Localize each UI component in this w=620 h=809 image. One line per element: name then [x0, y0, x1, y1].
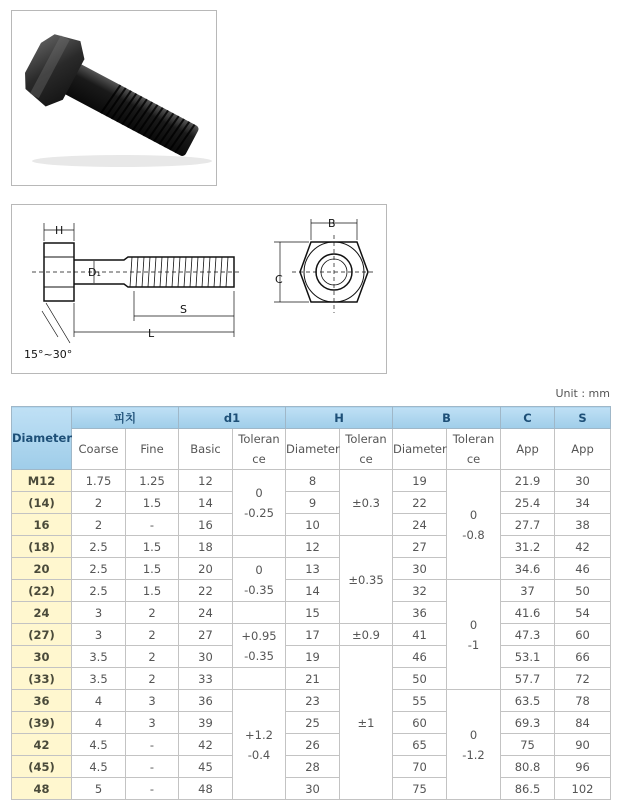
- subheader-c-app: App: [501, 429, 555, 470]
- cell-s-app: 60: [555, 624, 611, 646]
- cell-s-app: 72: [555, 668, 611, 690]
- cell-diameter: (45): [12, 756, 72, 778]
- unit-label: Unit : mm: [555, 387, 610, 400]
- cell-diameter: 16: [12, 514, 72, 536]
- cell-coarse: 2.5: [72, 558, 126, 580]
- cell-diameter: 42: [12, 734, 72, 756]
- cell-fine: 3: [126, 690, 179, 712]
- cell-coarse: 3.5: [72, 646, 126, 668]
- cell-b-diameter: 32: [393, 580, 447, 602]
- label-h: H: [55, 224, 64, 237]
- cell-d1-basic: 14: [179, 492, 233, 514]
- cell-s-app: 38: [555, 514, 611, 536]
- cell-b-tolerance: 0 -0.8: [447, 470, 501, 580]
- cell-b-diameter: 70: [393, 756, 447, 778]
- cell-s-app: 96: [555, 756, 611, 778]
- cell-b-tolerance: 0 -1: [447, 580, 501, 690]
- label-l: L: [148, 327, 155, 340]
- cell-h-diameter: 8: [286, 470, 340, 492]
- cell-h-diameter: 15: [286, 602, 340, 624]
- cell-h-diameter: 9: [286, 492, 340, 514]
- cell-d1-basic: 30: [179, 646, 233, 668]
- cell-s-app: 30: [555, 470, 611, 492]
- cell-diameter: (22): [12, 580, 72, 602]
- cell-diameter: (27): [12, 624, 72, 646]
- cell-h-diameter: 13: [286, 558, 340, 580]
- cell-b-diameter: 46: [393, 646, 447, 668]
- cell-d1-basic: 45: [179, 756, 233, 778]
- cell-b-diameter: 22: [393, 492, 447, 514]
- cell-c-app: 31.2: [501, 536, 555, 558]
- cell-d1-basic: 39: [179, 712, 233, 734]
- table-row: [12, 756, 611, 778]
- cell-h-tolerance: ±0.3: [340, 470, 393, 536]
- cell-b-diameter: 50: [393, 668, 447, 690]
- cell-s-app: 84: [555, 712, 611, 734]
- cell-h-diameter: 25: [286, 712, 340, 734]
- label-s: S: [180, 303, 187, 316]
- cell-c-app: 27.7: [501, 514, 555, 536]
- subheader-fine: Fine: [126, 429, 179, 470]
- cell-fine: 1.5: [126, 492, 179, 514]
- cell-h-tolerance: ±0.35: [340, 536, 393, 624]
- cell-d1-basic: 24: [179, 602, 233, 624]
- subheader-coarse: Coarse: [72, 429, 126, 470]
- cell-d1-basic: 36: [179, 690, 233, 712]
- subheader-s-app: App: [555, 429, 611, 470]
- cell-b-diameter: 27: [393, 536, 447, 558]
- cell-c-app: 25.4: [501, 492, 555, 514]
- cell-h-diameter: 19: [286, 646, 340, 668]
- cell-diameter: 48: [12, 778, 72, 800]
- cell-diameter: M12: [12, 470, 72, 492]
- cell-s-app: 34: [555, 492, 611, 514]
- cell-c-app: 34.6: [501, 558, 555, 580]
- cell-h-diameter: 21: [286, 668, 340, 690]
- header-h: H: [286, 407, 393, 429]
- cell-diameter: (39): [12, 712, 72, 734]
- cell-coarse: 4.5: [72, 756, 126, 778]
- subheader-b-diameter: Diameter: [393, 429, 447, 470]
- spec-table-body: [12, 470, 611, 800]
- cell-c-app: 57.7: [501, 668, 555, 690]
- cell-s-app: 46: [555, 558, 611, 580]
- cell-coarse: 3: [72, 624, 126, 646]
- cell-c-app: 37: [501, 580, 555, 602]
- cell-diameter: 36: [12, 690, 72, 712]
- table-row: [12, 514, 611, 536]
- cell-c-app: 21.9: [501, 470, 555, 492]
- table-row: [12, 624, 611, 646]
- cell-fine: -: [126, 734, 179, 756]
- table-row: [12, 734, 611, 756]
- cell-d1-basic: 22: [179, 580, 233, 602]
- cell-diameter: (14): [12, 492, 72, 514]
- cell-d1-basic: 20: [179, 558, 233, 580]
- cell-h-diameter: 12: [286, 536, 340, 558]
- table-row: [12, 470, 611, 492]
- cell-c-app: 69.3: [501, 712, 555, 734]
- table-row: [12, 580, 611, 602]
- cell-c-app: 53.1: [501, 646, 555, 668]
- cell-fine: -: [126, 756, 179, 778]
- table-row: [12, 690, 611, 712]
- cell-coarse: 2: [72, 492, 126, 514]
- cell-d1-tolerance: [233, 602, 286, 624]
- header-c: C: [501, 407, 555, 429]
- cell-c-app: 80.8: [501, 756, 555, 778]
- table-row: [12, 668, 611, 690]
- table-row: [12, 536, 611, 558]
- cell-fine: 1.25: [126, 470, 179, 492]
- label-d1: D₁: [88, 266, 101, 279]
- cell-d1-basic: 16: [179, 514, 233, 536]
- cell-d1-basic: 33: [179, 668, 233, 690]
- header-b: B: [393, 407, 501, 429]
- cell-fine: -: [126, 514, 179, 536]
- subheader-basic: Basic: [179, 429, 233, 470]
- table-row: [12, 778, 611, 800]
- header-pitch: 피치: [72, 407, 179, 429]
- cell-diameter: 24: [12, 602, 72, 624]
- header-d1: d1: [179, 407, 286, 429]
- cell-fine: 1.5: [126, 558, 179, 580]
- cell-coarse: 5: [72, 778, 126, 800]
- cell-d1-tolerance: [233, 668, 286, 690]
- cell-s-app: 90: [555, 734, 611, 756]
- cell-h-diameter: 14: [286, 580, 340, 602]
- cell-d1-basic: 12: [179, 470, 233, 492]
- cell-d1-tolerance: +1.2 -0.4: [233, 690, 286, 800]
- cell-coarse: 2.5: [72, 536, 126, 558]
- cell-h-tolerance: ±1: [340, 646, 393, 800]
- table-row: [12, 712, 611, 734]
- cell-b-diameter: 55: [393, 690, 447, 712]
- cell-b-diameter: 65: [393, 734, 447, 756]
- cell-c-app: 86.5: [501, 778, 555, 800]
- cell-fine: -: [126, 778, 179, 800]
- cell-d1-tolerance: 0 -0.35: [233, 558, 286, 602]
- cell-fine: 2: [126, 602, 179, 624]
- dimension-drawing-svg: [12, 205, 386, 373]
- cell-coarse: 4: [72, 690, 126, 712]
- cell-s-app: 78: [555, 690, 611, 712]
- cell-d1-tolerance: [233, 536, 286, 558]
- cell-fine: 2: [126, 646, 179, 668]
- table-row: [12, 646, 611, 668]
- cell-coarse: 2.5: [72, 580, 126, 602]
- cell-d1-tolerance: 0 -0.25: [233, 470, 286, 536]
- label-b: B: [328, 217, 336, 230]
- cell-coarse: 4: [72, 712, 126, 734]
- cell-c-app: 63.5: [501, 690, 555, 712]
- hex-bolt-photo: [12, 11, 216, 185]
- table-row: [12, 602, 611, 624]
- bolt-photo-frame: [11, 10, 217, 186]
- cell-b-diameter: 60: [393, 712, 447, 734]
- cell-h-diameter: 28: [286, 756, 340, 778]
- subheader-b-tolerance: Toleran ce: [447, 429, 501, 470]
- cell-coarse: 3.5: [72, 668, 126, 690]
- cell-b-diameter: 24: [393, 514, 447, 536]
- cell-d1-basic: 27: [179, 624, 233, 646]
- cell-fine: 2: [126, 624, 179, 646]
- label-c: C: [275, 273, 283, 286]
- cell-s-app: 42: [555, 536, 611, 558]
- cell-coarse: 1.75: [72, 470, 126, 492]
- subheader-h-tolerance: Toleran ce: [340, 429, 393, 470]
- cell-h-diameter: 23: [286, 690, 340, 712]
- subheader-h-diameter: Diameter: [286, 429, 340, 470]
- bolt-spec-table: [11, 406, 611, 800]
- table-row: [12, 492, 611, 514]
- bolt-dimension-drawing: [11, 204, 387, 374]
- cell-diameter: (18): [12, 536, 72, 558]
- cell-h-diameter: 30: [286, 778, 340, 800]
- cell-s-app: 102: [555, 778, 611, 800]
- cell-h-diameter: 26: [286, 734, 340, 756]
- table-row: [12, 558, 611, 580]
- cell-s-app: 66: [555, 646, 611, 668]
- cell-b-diameter: 75: [393, 778, 447, 800]
- cell-d1-basic: 42: [179, 734, 233, 756]
- cell-diameter: 20: [12, 558, 72, 580]
- cell-coarse: 3: [72, 602, 126, 624]
- cell-b-tolerance: 0 -1.2: [447, 690, 501, 800]
- cell-s-app: 54: [555, 602, 611, 624]
- cell-b-diameter: 41: [393, 624, 447, 646]
- cell-b-diameter: 19: [393, 470, 447, 492]
- cell-fine: 1.5: [126, 536, 179, 558]
- cell-d1-basic: 48: [179, 778, 233, 800]
- cell-d1-tolerance: +0.95 -0.35: [233, 624, 286, 668]
- cell-fine: 1.5: [126, 580, 179, 602]
- cell-s-app: 50: [555, 580, 611, 602]
- header-s: S: [555, 407, 611, 429]
- cell-h-diameter: 17: [286, 624, 340, 646]
- cell-b-diameter: 36: [393, 602, 447, 624]
- cell-b-diameter: 30: [393, 558, 447, 580]
- subheader-d1-tolerance: Toleran ce: [233, 429, 286, 470]
- label-angle: 15°~30°: [24, 348, 73, 361]
- cell-d1-basic: 18: [179, 536, 233, 558]
- cell-coarse: 2: [72, 514, 126, 536]
- cell-fine: 3: [126, 712, 179, 734]
- cell-diameter: 30: [12, 646, 72, 668]
- cell-c-app: 41.6: [501, 602, 555, 624]
- cell-h-tolerance: ±0.9: [340, 624, 393, 646]
- cell-c-app: 75: [501, 734, 555, 756]
- cell-coarse: 4.5: [72, 734, 126, 756]
- cell-fine: 2: [126, 668, 179, 690]
- cell-c-app: 47.3: [501, 624, 555, 646]
- cell-diameter: (33): [12, 668, 72, 690]
- header-diameter: Diameter: [12, 407, 72, 470]
- cell-h-diameter: 10: [286, 514, 340, 536]
